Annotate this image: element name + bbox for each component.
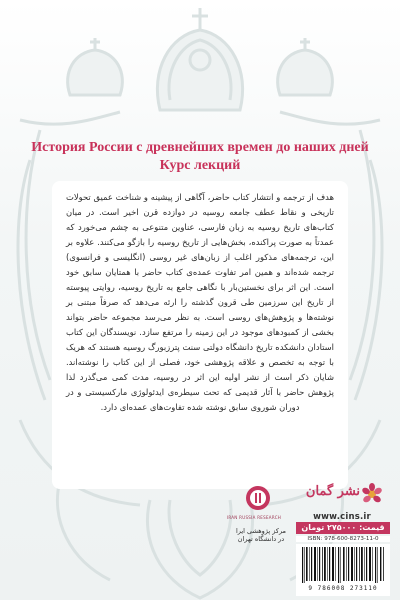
description-text: هدف از ترجمه و انتشار کتاب حاضر، آگاهی از پیشینه و شناخت عمیق تحولات تاریخی و نقاط عطف جامعه روسیه در دوازده قرن اخیر است. در میان کتاب‌های تاریخ روسیه به زبان فارسی، عناوین متنوعی به چشم می‌خورد که عمدتاً به صورت پراکنده، بخش‌هایی از تاریخ روسیه را بازگو می‌کنند. علاوه بر این، ترجمه‌های مذکور اغلب از زبان‌های غیر روسی (انگلیسی و فرانسوی) ترجمه شده‌اند و همین امر تفاوت عمده‌ی کتاب حاضر با همتایان سابق خود است. این اثر برای نخستین‌بار با نگاهی جامع به تاریخ روسیه، روایتی پیوسته از تاریخ این سرزمین طی قرون گذشته را ارئه می‌دهد که صرفاً مبتنی بر نوشته‌ها و پژوهش‌های روسی است. به نظر می‌رسد مجموعه حاضر بتواند بخشی از کمبودهای موجود در این زمینه را مرتفع سازد. نویسندگان این کتاب استادان دانشکده تاریخ دانشگاه دولتی سنت پترزبورگ روسیه هستند که هریک با توجه به تخصص و علاقه پژوهشی خود، فصلی از این کتاب را نوشته‌اند. شایان ذکر است از نشر اولیه این اثر در روسیه، مدت کمی می‌گذرد لذا پژوهش حاضر با آثار قدیمی که تحت سیطره‌ی ایدئولوژی مارکسیستی و در دوران شوروی سابق نوشته شده تفاوت‌های عمده‌ای دارد.	[66, 192, 334, 412]
price-label: قیمت: ۲۷۵۰۰۰ تومان	[296, 522, 390, 534]
research-center-name	[226, 527, 296, 543]
ira-circle-logo-icon	[245, 485, 271, 511]
barcode-number: 9 786008 273110	[308, 585, 378, 592]
research-center-line1: مرکز پژوهشی ایرا	[235, 527, 287, 535]
research-center-latin: IRAN RUSSIA RESEARCH	[226, 515, 282, 520]
publisher-name: نشر گمان	[305, 484, 361, 499]
research-center-line2: در دانشگاه تهران	[237, 535, 285, 543]
russian-subtitle: Курс лекций	[159, 158, 241, 173]
isbn-label: ISBN: 978-600-8273-11-0	[296, 536, 390, 542]
publisher-website: www.cins.ir	[313, 512, 371, 522]
russian-title: История России с древнейших времен до наших дней	[31, 140, 369, 155]
